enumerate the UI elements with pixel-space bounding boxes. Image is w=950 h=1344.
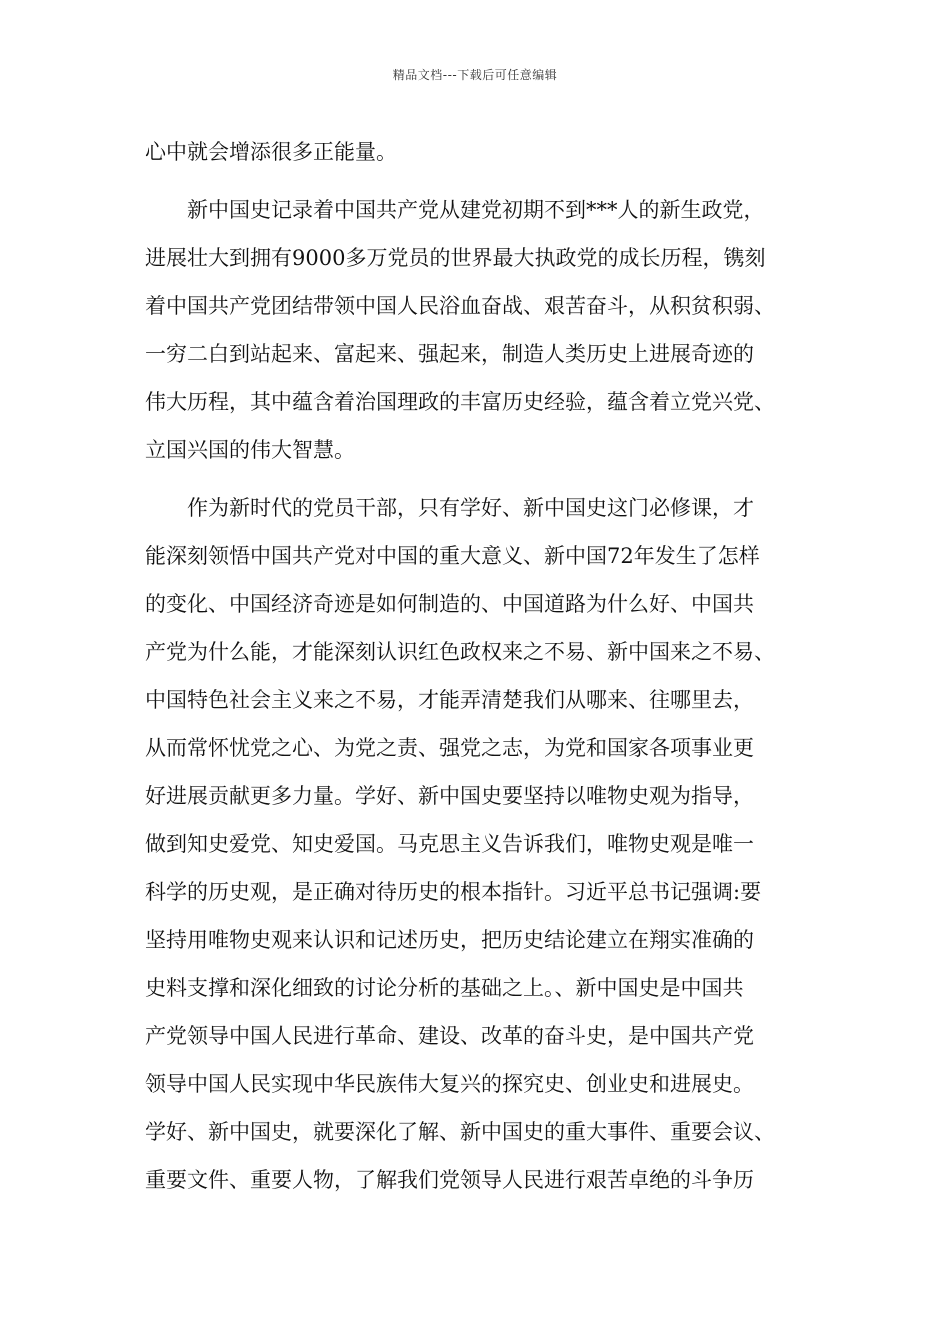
document-body xyxy=(145,128,825,1204)
text-line: 心中就会增添很多正能量。 xyxy=(145,140,397,164)
text-line: 坚持用唯物史观来认识和记述历史，把历史结论建立在翔实准确的 xyxy=(145,928,754,952)
page-header: 精品文档---下载后可任意编辑 xyxy=(392,68,558,82)
text-line: 一穷二白到站起来、富起来、强起来，制造人类历史上进展奇迹的 xyxy=(145,342,754,366)
paragraph xyxy=(145,128,825,176)
text-line: 做到知史爱党、知史爱国。马克思主义告诉我们，唯物史观是唯一 xyxy=(145,832,754,856)
text-line: 领导中国人民实现中华民族伟大复兴的探究史、创业史和进展史。 xyxy=(145,1072,754,1096)
text-line: 好进展贡献更多力量。学好、新中国史要坚持以唯物史观为指导， xyxy=(145,784,754,808)
text-line: 史料支撑和深化细致的讨论分析的基础之上。、新中国史是中国共 xyxy=(145,976,744,1000)
text-line: 科学的历史观，是正确对待历史的根本指针。习近平总书记强调:要 xyxy=(145,880,762,904)
text-line: 产党为什么能，才能深刻认识红色政权来之不易、新中国来之不易、 xyxy=(145,640,775,664)
text-line: 进展壮大到拥有9000多万党员的世界最大执政党的成长历程，镌刻 xyxy=(145,246,766,270)
text-line: 产党领导中国人民进行革命、建设、改革的奋斗史，是中国共产党 xyxy=(145,1024,754,1048)
text-line: 作为新时代的党员干部，只有学好、新中国史这门必修课，才 xyxy=(187,496,754,520)
paragraph xyxy=(145,186,825,474)
text-line: 从而常怀忧党之心、为党之责、强党之志，为党和国家各项事业更 xyxy=(145,736,754,760)
text-line: 伟大历程，其中蕴含着治国理政的丰富历史经验，蕴含着立党兴党、 xyxy=(145,390,775,414)
text-line: 新中国史记录着中国共产党从建党初期不到***人的新生政党， xyxy=(187,198,765,222)
text-line: 能深刻领悟中国共产党对中国的重大意义、新中国72年发生了怎样 xyxy=(145,544,760,568)
text-line: 立国兴国的伟大智慧。 xyxy=(145,438,355,462)
text-line: 中国特色社会主义来之不易，才能弄清楚我们从哪来、往哪里去， xyxy=(145,688,754,712)
text-line: 着中国共产党团结带领中国人民浴血奋战、艰苦奋斗，从积贫积弱、 xyxy=(145,294,775,318)
text-line: 的变化、中国经济奇迹是如何制造的、中国道路为什么好、中国共 xyxy=(145,592,754,616)
text-line: 重要文件、重要人物，了解我们党领导人民进行艰苦卓绝的斗争历 xyxy=(145,1168,754,1192)
paragraph xyxy=(145,484,825,1204)
text-line: 学好、新中国史，就要深化了解、新中国史的重大事件、重要会议、 xyxy=(145,1120,775,1144)
